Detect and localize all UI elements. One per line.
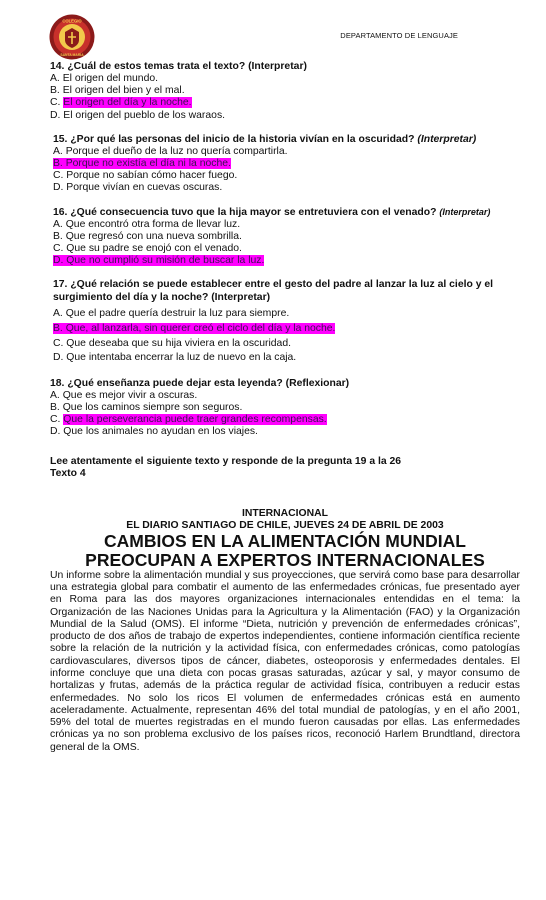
option-b-highlighted[interactable] xyxy=(53,322,520,337)
option-text: El origen del pueblo de los waraos. xyxy=(63,109,226,121)
option-letter: B. xyxy=(53,323,63,335)
option-letter: B. xyxy=(53,230,63,242)
option-letter: D. xyxy=(50,426,61,438)
option-letter: A. xyxy=(53,145,63,157)
option-text: Que los caminos siempre son seguros. xyxy=(62,402,243,414)
option-c[interactable] xyxy=(53,337,520,352)
option-d[interactable] xyxy=(53,182,520,194)
option-text: El origen del bien y el mal. xyxy=(62,85,185,97)
option-b-highlighted[interactable] xyxy=(53,158,520,170)
option-letter: C. xyxy=(50,414,61,426)
option-letter: A. xyxy=(50,73,60,84)
option-a[interactable] xyxy=(53,219,520,231)
option-b[interactable] xyxy=(53,231,520,243)
option-letter: C. xyxy=(53,243,64,255)
option-letter: D. xyxy=(53,182,64,194)
option-letter: C. xyxy=(53,337,64,349)
question-17 xyxy=(50,278,520,365)
department-label: DEPARTAMENTO DE LENGUAJE xyxy=(340,31,458,40)
option-letter: B. xyxy=(50,85,60,97)
question-title: 18. ¿Qué enseñanza puede dejar esta leyenda? (Reflexionar) xyxy=(50,377,350,389)
page-content xyxy=(50,60,520,754)
option-letter: D. xyxy=(50,109,61,121)
option-a[interactable] xyxy=(53,307,520,322)
option-c-highlighted[interactable] xyxy=(50,97,520,109)
option-c[interactable] xyxy=(53,170,520,182)
question-title-main: 16. ¿Qué consecuencia tuvo que la hija mayor se entretuviera con el venado? xyxy=(53,206,437,218)
article-headline-line1: CAMBIOS EN LA ALIMENTACIÓN MUNDIAL xyxy=(104,530,466,551)
question-18 xyxy=(50,377,520,439)
article-newspaper: EL DIARIO SANTIAGO DE CHILE, JUEVES 24 DE ABRIL DE 2003 xyxy=(126,519,444,531)
instruction-line1: Lee atentamente el siguiente texto y responde de la pregunta 19 a la 26 xyxy=(50,455,402,467)
option-d[interactable] xyxy=(50,110,520,122)
option-b[interactable] xyxy=(50,85,520,97)
option-text: Que su padre se enojó con el venado. xyxy=(66,243,242,255)
article-headline-line2: PREOCUPAN A EXPERTOS INTERNACIONALES xyxy=(85,549,485,570)
option-letter: C. xyxy=(50,97,61,109)
option-a[interactable] xyxy=(53,146,520,158)
option-text: Que no cumplió su misión de buscar la luz. xyxy=(66,255,265,267)
option-letter: B. xyxy=(53,158,63,170)
option-letter: D. xyxy=(53,352,64,364)
question-14 xyxy=(50,60,520,122)
article-section: INTERNACIONAL xyxy=(241,507,328,519)
logo-text-bottom: SANTA MARÍA xyxy=(60,53,84,57)
option-letter: C. xyxy=(53,170,64,182)
option-text: Porque vivían en cuevas oscuras. xyxy=(66,182,223,194)
option-d[interactable] xyxy=(50,426,520,438)
option-text: Que la perseverancia puede traer grandes recompensas. xyxy=(63,414,327,426)
option-letter: A. xyxy=(50,389,60,401)
option-text: Que es mejor vivir a oscuras. xyxy=(62,389,198,401)
option-a[interactable] xyxy=(50,73,520,85)
option-d[interactable] xyxy=(53,351,520,366)
option-letter: A. xyxy=(53,218,63,230)
question-title-line2: surgimiento del día y la noche? (Interpretar) xyxy=(53,292,271,304)
question-tag: (Interpretar) xyxy=(417,133,477,145)
option-text: Que encontró otra forma de llevar luz. xyxy=(65,218,241,230)
question-title: 14. ¿Cuál de estos temas trata el texto? (Interpretar) xyxy=(50,61,307,72)
option-text: El origen del día y la noche. xyxy=(63,97,192,109)
option-c[interactable] xyxy=(53,243,520,255)
option-d-highlighted[interactable] xyxy=(53,255,520,267)
question-16 xyxy=(50,206,520,268)
option-text: Que regresó con una nueva sombrilla. xyxy=(65,230,242,242)
school-logo-icon xyxy=(49,14,95,60)
option-text: Que deseaba que su hija viviera en la oscuridad. xyxy=(66,337,291,349)
option-text: Porque no existía el día ni la noche. xyxy=(65,158,231,170)
option-text: Que intentaba encerrar la luz de nuevo en la caja. xyxy=(66,352,297,364)
article-body: Un informe sobre la alimentación mundial y sus proyecciones, que servirá como base para desarrollar una estrategia global para combatir el aumento de las enfermedades crónicas, fue presentado ayer en Roma para las dos mayores organizaciones internacionales entendidas en el tema: la Organización de las Naciones Unidas para la Agricultura y la Alimentación (FAO) y la Organización Mundial de la Salud (OMS). El informe “Dieta, nutrición y prevención de enfermedades crónicas”, producto de dos años de trabajo de expertos independientes, contiene información científica reciente sobre la relación de la nutrición y la actividad física, con enfermedades crónicas, como patologías cardiovasculares, diversos tipos de cáncer, diabetes, osteoporosis y enfermedades dentales. El informe concluye que una dieta con pocas grasas saturadas, azúcar y sal, y mayor consumo de hortalizas y frutas, además de la práctica regular de actividad física, contribuyen a reducir estas enfermedades. No solo los ricos El volumen de enfermedades crónicas está en aumento aceleradamente. Actualmente, representan 46% del total mundial de patologías, y en el año 2001, 59% del total de muertes registradas en el mundo fueron causadas por ellas. Las enfermedades crónicas ya no son problema exclusivo de los países ricos, reconoció Harlem Brundtland, directora general de la OMS. xyxy=(50,569,520,753)
option-b[interactable] xyxy=(50,402,520,414)
option-letter: A. xyxy=(53,308,63,320)
question-title xyxy=(53,206,520,219)
question-title-line1: 17. ¿Qué relación se puede establecer entre el gesto del padre al lanzar la luz al cielo y el xyxy=(53,279,494,291)
option-letter: D. xyxy=(53,255,64,267)
option-text: Que, al lanzarla, sin querer creó el ciclo del día y la noche. xyxy=(65,323,336,335)
question-title xyxy=(53,133,520,146)
option-text: Que el padre quería destruir la luz para siempre. xyxy=(65,308,290,320)
option-text: El origen del mundo. xyxy=(62,73,159,84)
question-tag: (Interpretar) xyxy=(439,206,491,217)
option-text: Porque no sabían cómo hacer fuego. xyxy=(66,170,238,182)
option-c-highlighted[interactable] xyxy=(50,414,520,426)
option-a[interactable] xyxy=(50,390,520,402)
question-15 xyxy=(50,133,520,195)
question-title-main: 15. ¿Por qué las personas del inicio de la historia vivían en la oscuridad? xyxy=(53,133,415,145)
logo-text-top: COLEGIO xyxy=(62,18,82,24)
instruction-line2: Texto 4 xyxy=(50,467,86,479)
option-text: Que los animales no ayudan en los viajes. xyxy=(63,426,258,438)
option-letter: B. xyxy=(50,402,60,414)
option-text: Porque el dueño de la luz no quería compartirla. xyxy=(65,145,288,157)
